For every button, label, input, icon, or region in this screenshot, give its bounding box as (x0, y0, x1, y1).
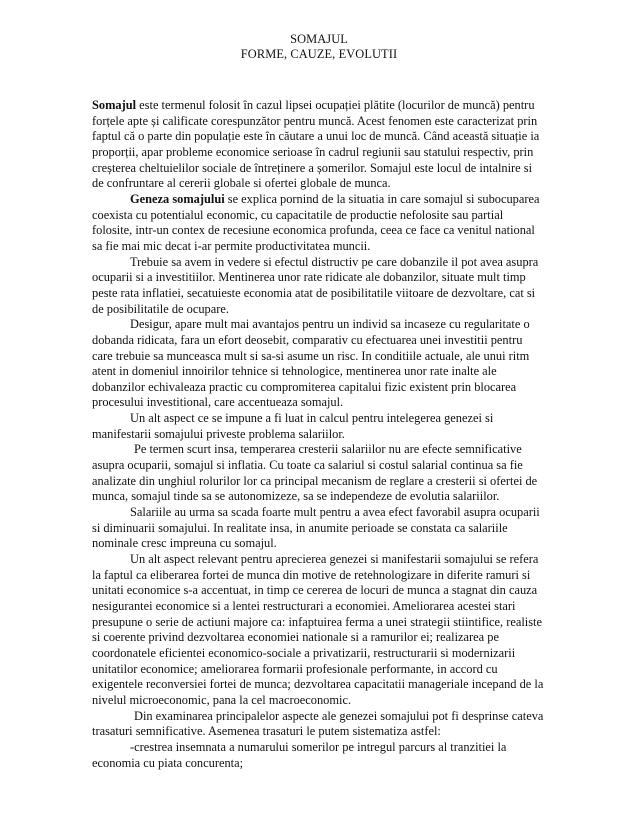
paragraph-investitii: Desigur, apare mult mai avantajos pentru un individ sa incaseze cu regularitate o dobanda ridicata, fara un efort deosebit, comparativ cu efectuarea unei investitii pentru care trebuie sa munceasca mult si sa-si asume un risc. In conditiile actuale, ale unui ritm atent in domeniul innoirilor tehnice si tehnologice, mentinerea unor rate inalte ale dobanzilor echivaleaza practic cu compromiterea capitalui fizic existent prin blocarea procesului investitional, care accentueaza somajul. (92, 317, 530, 410)
paragraph-salarii-intro: Un alt aspect ce se impune a fi luat in calcul pentru intelegerea genezei si manifestarii somajului priveste problema salariilor. (92, 411, 494, 441)
term-geneza-somajului: Geneza somajului (130, 191, 225, 206)
title-line-2: FORME, CAUZE, EVOLUTII (240, 47, 398, 61)
paragraph-definition (92, 98, 546, 192)
paragraph-lista-item: -crestrea insemnata a numarului somerilor pe intregul parcurs al tranzitiei la economia cu piata concurenta; (92, 739, 507, 770)
paragraph-retehnologizare: Un alt aspect relevant pentru aprecierea genezei si manifestarii somajului se refera la faptul ca eliberarea fortei de munca din motive de retehnologizare in diferite ramuri si unitati economice s-a accentuat, in timp ce cererea de locuri de munca a stagnat din cauza nesigurantei economice si a lentei restructurari a economiei. Ameliorarea acestei stari presupune o serie de actiuni majore ca: infaptuirea ferma a unei strategii stiintifice, realiste si coerente privind dezvoltarea economiei nationale si a ramurilor ei; realizarea pe coordonatele eficientei economico-sociale a privatizarii, restructurarii si modernizarii unitatilor economice; ameliorarea formarii profesionale performante, in accord cu exigentele reconversiei fortei de munca; dezvoltarea capacitatii manageriale incepand de la nivelul microeconomic, pana la cel macroeconomic. (92, 552, 544, 707)
paragraph-text: se explica pornind de la situatia in care somajul si subocuparea coexista cu potentialul economic, cu capacitatile de productie nefolosite sau partial folosite, intr-un contex de recesiune economica profunda, ceea ce face ca venitul national sa fie mai mic decat i-ar permite productivitatea muncii. (92, 191, 540, 253)
paragraph-geneza (92, 192, 546, 255)
title-line-1: SOMAJUL (290, 32, 348, 46)
paragraph-salarii-termen-scurt: Pe termen scurt insa, temperarea cresterii salariilor nu are efecte semnificative asupra ocuparii, somajul si inflatia. Cu toate ca salariul si costul salarial continua sa fie analizate din unghiul rolurilor lor ca principal mecanism de reglare a cresterii si ofertei de munca, somajul tinde sa se autonomizeze, sa se independeze de evolutia salariilor. (92, 442, 538, 504)
paragraph-trasaturi: Din examinarea principalelor aspecte ale genezei somajului pot fi desprinse cateva trasaturi semnificative. Asemenea trasaturi le putem sistematiza astfel: (92, 708, 544, 739)
document-body (92, 98, 546, 771)
paragraph-salarii-scadere: Salariile au urma sa scada foarte mult pentru a avea efect favorabil asupra ocuparii si diminuarii somajului. In realitate insa, in anumite perioade se constata ca salariile nominale cresc impreuna cu somajul. (92, 505, 540, 551)
term-somajul: Somajul (92, 98, 137, 112)
document-title (0, 32, 638, 62)
paragraph-text: este termenul folosit în cazul lipsei ocupației plătite (locurilor de muncă) pentru forțele apte și calificate corespunzător pentru muncă. Acest fenomen este caracterizat prin faptul că o parte din populație este în căutare a unui loc de muncă. Când această situație ia proporții, apar probleme economice serioase în cadrul regiunii sau statului respectiv, prin creșterea cheltuielilor sociale de întreținere a șomerilor. Somajul este locul de intalnire si de confruntare al cererii globale si ofertei globale de munca. (92, 98, 540, 191)
paragraph-dobanzi: Trebuie sa avem in vedere si efectul distructiv pe care dobanzile il pot avea asupra ocuparii si a investitiilor. Mentinerea unor rate ridicate ale dobanzilor, situate mult timp peste rata inflatiei, secatuieste economia atat de posibilitatile viitoare de dezvoltare, cat si de posibilitatile de ocupare. (92, 254, 539, 316)
